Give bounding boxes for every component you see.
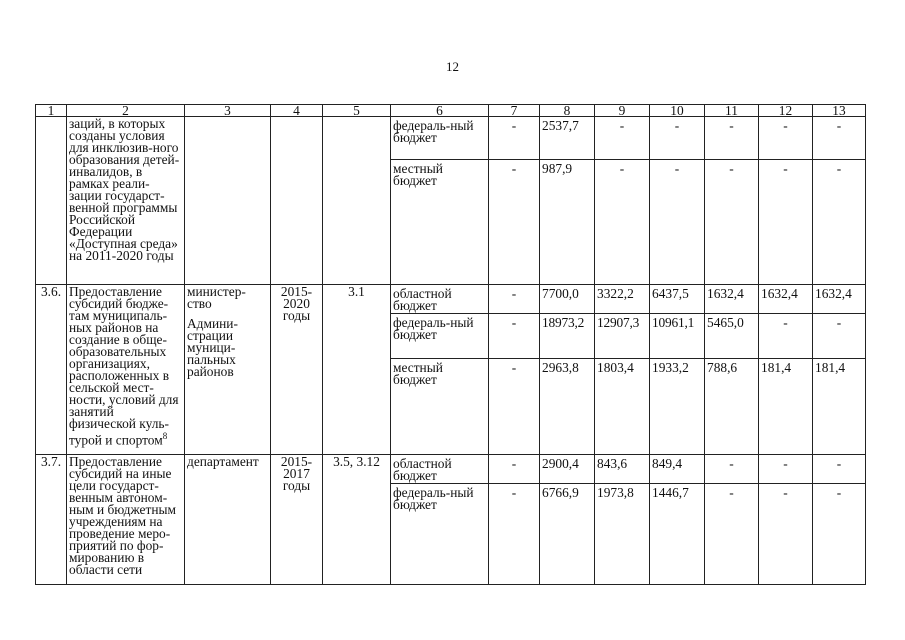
row-number bbox=[36, 117, 67, 285]
executor bbox=[185, 117, 271, 285]
cell-col8: 2900,4 bbox=[540, 455, 595, 484]
cell-col9: 1803,4 bbox=[595, 359, 650, 455]
cell-col9: - bbox=[595, 117, 650, 160]
funding-source: федераль-ный бюджет bbox=[391, 484, 489, 585]
cell-col10: 10961,1 bbox=[650, 314, 705, 359]
col-header-5: 5 bbox=[323, 105, 391, 117]
budget-table bbox=[35, 104, 866, 585]
cell-col13: - bbox=[813, 484, 866, 585]
executor bbox=[185, 285, 271, 455]
cell-col12: 181,4 bbox=[759, 359, 813, 455]
cell-col8: 7700,0 bbox=[540, 285, 595, 314]
cell-col8: 2963,8 bbox=[540, 359, 595, 455]
measure-description: Предоставление субсидий на иные цели государст-венным автоном-ным и бюджетным учреждениям на проведение меро-приятий по фор-мированию в области сети bbox=[67, 455, 185, 585]
cell-col12: - bbox=[759, 314, 813, 359]
cell-col10: 849,4 bbox=[650, 455, 705, 484]
cell-col9: 12907,3 bbox=[595, 314, 650, 359]
cell-col13: - bbox=[813, 117, 866, 160]
col-header-6: 6 bbox=[391, 105, 489, 117]
cell-col12: - bbox=[759, 117, 813, 160]
cell-col9: - bbox=[595, 160, 650, 285]
cell-col7: - bbox=[489, 117, 540, 160]
cell-col11: - bbox=[705, 117, 759, 160]
col-header-10: 10 bbox=[650, 105, 705, 117]
cell-col10: 6437,5 bbox=[650, 285, 705, 314]
col-header-8: 8 bbox=[540, 105, 595, 117]
row-number: 3.7. bbox=[36, 455, 67, 585]
col-header-7: 7 bbox=[489, 105, 540, 117]
cell-col9: 1973,8 bbox=[595, 484, 650, 585]
table-row bbox=[36, 285, 866, 314]
cell-col8: 6766,9 bbox=[540, 484, 595, 585]
col-header-11: 11 bbox=[705, 105, 759, 117]
cell-col13: - bbox=[813, 314, 866, 359]
funding-source: местный бюджет bbox=[391, 160, 489, 285]
cell-col9: 3322,2 bbox=[595, 285, 650, 314]
cell-col8: 18973,2 bbox=[540, 314, 595, 359]
period: 2015-2020 годы bbox=[271, 285, 323, 455]
cell-col13: 181,4 bbox=[813, 359, 866, 455]
table-row bbox=[36, 455, 866, 484]
reference bbox=[323, 117, 391, 285]
col-header-2: 2 bbox=[67, 105, 185, 117]
cell-col11: 1632,4 bbox=[705, 285, 759, 314]
cell-col10: - bbox=[650, 117, 705, 160]
funding-source: федераль-ный бюджет bbox=[391, 117, 489, 160]
executor-secondary: Админи-страции муници-пальных районов bbox=[187, 316, 238, 379]
cell-col8: 987,9 bbox=[540, 160, 595, 285]
cell-col11: 788,6 bbox=[705, 359, 759, 455]
header-row bbox=[36, 105, 866, 117]
cell-col7: - bbox=[489, 359, 540, 455]
table-row bbox=[36, 117, 866, 160]
reference: 3.5, 3.12 bbox=[323, 455, 391, 585]
period: 2015-2017 годы bbox=[271, 455, 323, 585]
cell-col13: - bbox=[813, 160, 866, 285]
col-header-1: 1 bbox=[36, 105, 67, 117]
measure-description-text: Предоставление субсидий бюдже-там муниципаль-ных районов на создание в обще-образовательных организациях, расположенных в сельской мест-ности, условий для занятий физической куль-турой и спортом bbox=[69, 284, 179, 448]
cell-col12: - bbox=[759, 455, 813, 484]
executor-primary: министер-ство bbox=[187, 284, 246, 311]
measure-description: заций, в которых созданы условия для инклюзив-ного образования детей-инвалидов, в рамках реали-зации государст-венной программы Российской Федерации «Доступная среда» на 2011-2020 годы bbox=[67, 117, 185, 285]
funding-source: федераль-ный бюджет bbox=[391, 314, 489, 359]
cell-col7: - bbox=[489, 285, 540, 314]
cell-col11: - bbox=[705, 160, 759, 285]
funding-source: областной бюджет bbox=[391, 455, 489, 484]
cell-col11: - bbox=[705, 484, 759, 585]
executor: департамент bbox=[185, 455, 271, 585]
funding-source: областной бюджет bbox=[391, 285, 489, 314]
col-header-9: 9 bbox=[595, 105, 650, 117]
row-number: 3.6. bbox=[36, 285, 67, 455]
cell-col7: - bbox=[489, 160, 540, 285]
cell-col12: - bbox=[759, 484, 813, 585]
cell-col7: - bbox=[489, 484, 540, 585]
cell-col10: 1446,7 bbox=[650, 484, 705, 585]
reference: 3.1 bbox=[323, 285, 391, 455]
cell-col7: - bbox=[489, 455, 540, 484]
cell-col7: - bbox=[489, 314, 540, 359]
col-header-12: 12 bbox=[759, 105, 813, 117]
period bbox=[271, 117, 323, 285]
cell-col12: - bbox=[759, 160, 813, 285]
col-header-3: 3 bbox=[185, 105, 271, 117]
page-number: 12 bbox=[446, 59, 459, 74]
col-header-13: 13 bbox=[813, 105, 866, 117]
cell-col9: 843,6 bbox=[595, 455, 650, 484]
cell-col10: - bbox=[650, 160, 705, 285]
cell-col13: 1632,4 bbox=[813, 285, 866, 314]
cell-col8: 2537,7 bbox=[540, 117, 595, 160]
funding-source: местный бюджет bbox=[391, 359, 489, 455]
measure-description bbox=[67, 285, 185, 455]
cell-col10: 1933,2 bbox=[650, 359, 705, 455]
cell-col13: - bbox=[813, 455, 866, 484]
cell-col11: - bbox=[705, 455, 759, 484]
col-header-4: 4 bbox=[271, 105, 323, 117]
cell-col11: 5465,0 bbox=[705, 314, 759, 359]
footnote-marker: 8 bbox=[162, 431, 168, 441]
cell-col12: 1632,4 bbox=[759, 285, 813, 314]
